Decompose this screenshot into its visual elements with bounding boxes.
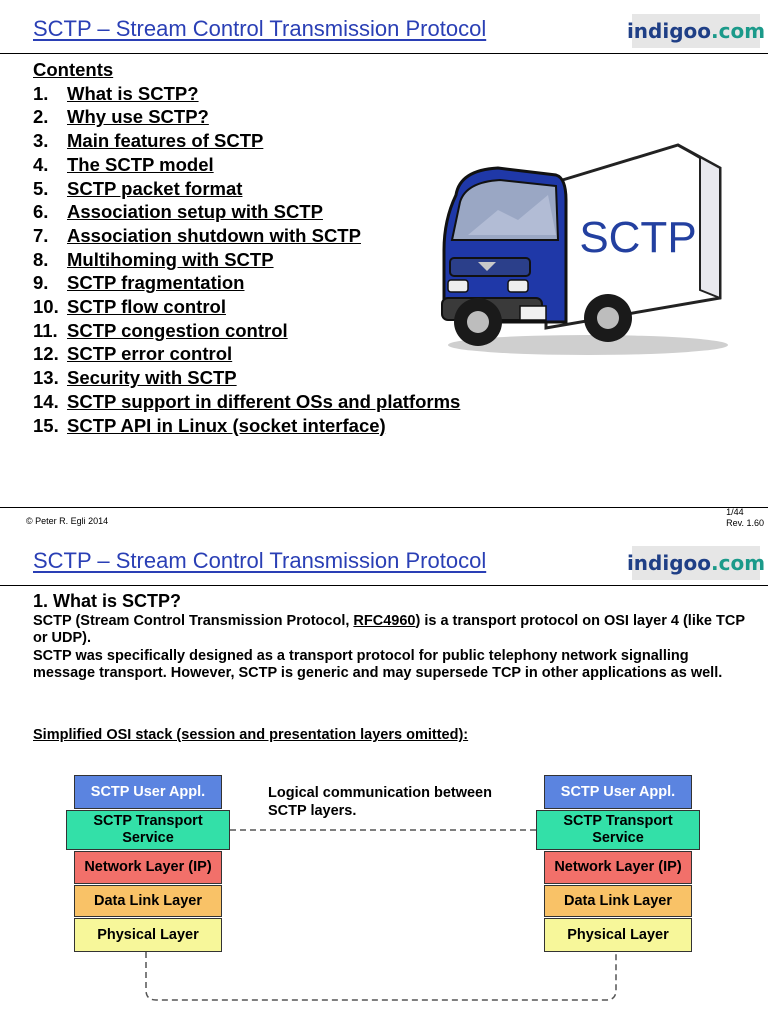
- footer-page-info: [726, 507, 764, 529]
- toc-item-link[interactable]: The SCTP model: [67, 153, 214, 175]
- section-heading: 1. What is SCTP?: [33, 591, 182, 611]
- toc-item-number: 1.: [33, 82, 49, 104]
- page-number: 1/44: [726, 507, 744, 517]
- toc-item[interactable]: [33, 366, 460, 390]
- toc-item-number: 7.: [33, 224, 49, 246]
- toc-item-number: 6.: [33, 201, 49, 223]
- toc-item-number: 11.: [33, 319, 58, 341]
- toc-item[interactable]: [33, 319, 460, 343]
- slide-title-2: SCTP – Stream Control Transmission Protocol: [33, 548, 487, 573]
- toc-item-link[interactable]: SCTP API in Linux (socket interface): [67, 414, 386, 436]
- toc-item-link[interactable]: Main features of SCTP: [67, 130, 264, 152]
- paragraph-2: SCTP was specifically designed as a transport protocol for public telephony network signalling message transport. However, SCTP is generic and may supersede TCP in other applications as well.: [33, 647, 723, 681]
- toc-item[interactable]: [33, 390, 460, 414]
- toc-item-link[interactable]: SCTP support in different OSs and platforms: [67, 390, 461, 412]
- right-network-layer: Network Layer (IP): [544, 851, 692, 884]
- revision: Rev. 1.60: [726, 518, 764, 528]
- logical-communication-note: Logical communication between SCTP layers.: [268, 785, 492, 819]
- toc-item-number: 9.: [33, 272, 49, 294]
- toc-item-number: 13.: [33, 367, 59, 389]
- toc-item[interactable]: [33, 248, 460, 272]
- toc-item-number: 12.: [33, 343, 59, 365]
- title-rule-2: [0, 585, 768, 586]
- toc-item[interactable]: [33, 177, 460, 201]
- left-physical-layer: Physical Layer: [74, 918, 222, 952]
- toc-item[interactable]: [33, 224, 460, 248]
- intro-text: [33, 613, 753, 682]
- toc-item[interactable]: [33, 342, 460, 366]
- toc-item-link[interactable]: Why use SCTP?: [67, 106, 209, 128]
- toc-item-link[interactable]: SCTP congestion control: [67, 319, 288, 341]
- toc-item-number: 3.: [33, 130, 49, 152]
- toc-item-link[interactable]: Security with SCTP: [67, 367, 237, 389]
- toc-item[interactable]: [33, 271, 460, 295]
- toc-item[interactable]: [33, 105, 460, 129]
- left-sctp-user-layer: SCTP User Appl.: [74, 775, 222, 809]
- truck-label: SCTP: [579, 213, 697, 262]
- toc-item-link[interactable]: What is SCTP?: [67, 82, 199, 104]
- indigoo-logo-2: indigoo .com: [632, 546, 760, 580]
- toc-item[interactable]: [33, 295, 460, 319]
- toc-item-number: 8.: [33, 248, 49, 270]
- footer-rule: [0, 507, 768, 508]
- toc-item-link[interactable]: Association shutdown with SCTP: [67, 224, 361, 246]
- toc-item-number: 4.: [33, 153, 49, 175]
- footer-copyright: © Peter R. Egli 2014: [26, 516, 109, 526]
- toc-item[interactable]: [33, 414, 460, 438]
- toc-item-link[interactable]: Association setup with SCTP: [67, 201, 323, 223]
- title-rule: [0, 53, 768, 54]
- right-physical-layer: Physical Layer: [544, 918, 692, 952]
- toc-item-link[interactable]: SCTP error control: [67, 343, 233, 365]
- toc-item-number: 14.: [33, 390, 59, 412]
- toc-item-link[interactable]: SCTP packet format: [67, 177, 243, 199]
- paragraph-1: SCTP (Stream Control Transmission Protocol, RFC4960) is a transport protocol on OSI layer 4 (like TCP or UDP).: [33, 613, 745, 647]
- toc-item[interactable]: [33, 153, 460, 177]
- toc-item-link[interactable]: SCTP fragmentation: [67, 272, 245, 294]
- toc-item[interactable]: [33, 82, 460, 106]
- toc-item[interactable]: [33, 200, 460, 224]
- indigoo-logo: indigoo .com: [632, 14, 760, 48]
- sctp-truck-image: [438, 140, 738, 360]
- toc-item-link[interactable]: SCTP flow control: [67, 296, 226, 318]
- toc-item-link[interactable]: Multihoming with SCTP: [67, 248, 274, 270]
- left-sctp-transport-layer: SCTP Transport Service: [66, 810, 230, 850]
- left-data-link-layer: Data Link Layer: [74, 885, 222, 917]
- toc-item-number: 2.: [33, 106, 49, 128]
- table-of-contents: [33, 58, 460, 437]
- left-network-layer: Network Layer (IP): [74, 851, 222, 884]
- toc-item[interactable]: [33, 129, 460, 153]
- right-data-link-layer: Data Link Layer: [544, 885, 692, 917]
- osi-heading: Simplified OSI stack (session and presentation layers omitted):: [33, 727, 469, 743]
- rfc-link[interactable]: RFC4960: [353, 613, 416, 629]
- right-sctp-transport-layer: SCTP Transport Service: [536, 810, 700, 850]
- contents-heading: Contents: [33, 59, 114, 80]
- slide-title: SCTP – Stream Control Transmission Protocol: [33, 16, 487, 41]
- toc-item-number: 10.: [33, 296, 59, 318]
- right-sctp-user-layer: SCTP User Appl.: [544, 775, 692, 809]
- toc-item-number: 15.: [33, 414, 59, 436]
- toc-item-number: 5.: [33, 177, 49, 199]
